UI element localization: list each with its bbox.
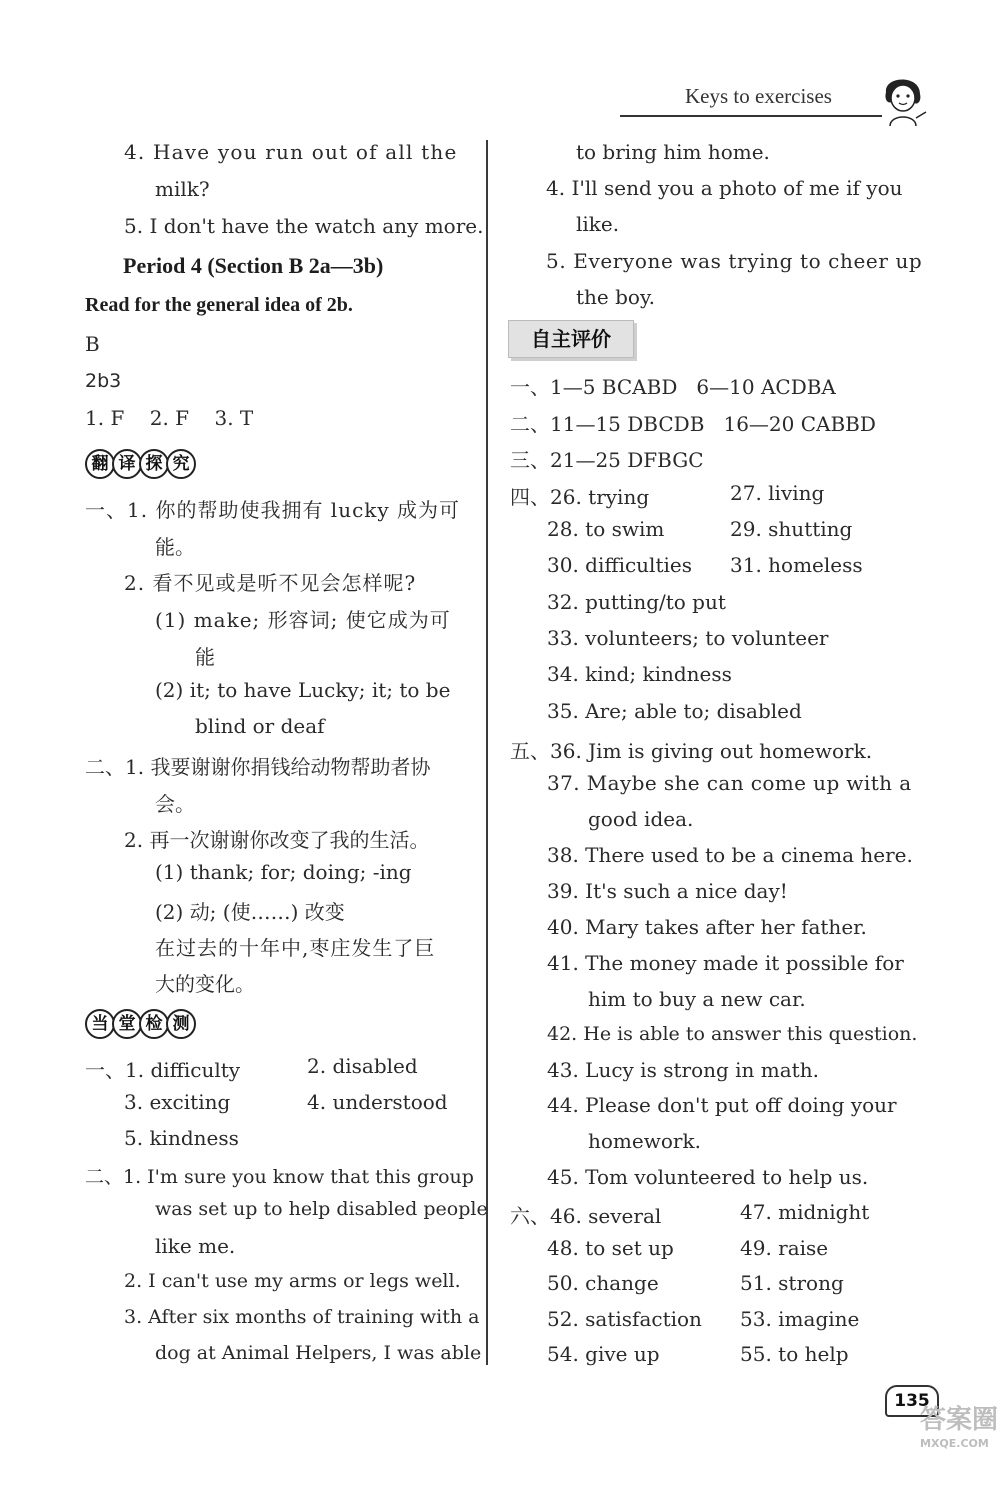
answer-line: 四、26. trying <box>510 485 650 509</box>
answer-line: 2. disabled <box>307 1054 418 1078</box>
answer-line: milk? <box>155 177 210 201</box>
answer-line: 二、1. 我要谢谢你捐钱给动物帮助者协 <box>85 755 431 779</box>
answer-line: 29. shutting <box>730 517 853 541</box>
answer-line: 五、36. Jim is giving out homework. <box>510 739 873 763</box>
answer-line: 45. Tom volunteered to help us. <box>547 1165 869 1189</box>
answer-line: 54. give up <box>547 1342 660 1366</box>
answer-line: 35. Are; able to; disabled <box>547 699 802 723</box>
watermark-logo: 答案圈 MXQE.COM <box>920 1405 999 1450</box>
answer-line: 在过去的十年中,枣庄发生了巨 <box>155 936 436 960</box>
section-tag-self-evaluation: 自主评价 <box>508 320 634 358</box>
answer-line: to bring him home. <box>576 140 770 164</box>
answer-line: 会。 <box>155 792 195 816</box>
answer-line: 2. 再一次谢谢你改变了我的生活。 <box>124 828 430 852</box>
answer-line: 3. exciting <box>124 1090 231 1114</box>
answer-line: 六、46. several <box>510 1204 662 1228</box>
answer-line: 能。 <box>155 535 195 559</box>
answer-line: 5. Everyone was trying to cheer up <box>546 249 923 273</box>
answer-line: homework. <box>588 1129 701 1153</box>
answer-line: him to buy a new car. <box>588 987 806 1011</box>
answer-line: 30. difficulties <box>547 553 692 577</box>
answer-line: 一、1. 你的帮助使我拥有 lucky 成为可 <box>85 498 461 522</box>
answer-line: 53. imagine <box>740 1307 860 1331</box>
answer-line: 55. to help <box>740 1342 849 1366</box>
answer-line: 51. strong <box>740 1271 844 1295</box>
answer-line: 3. After six months of training with a <box>124 1306 480 1328</box>
answer-line: 47. midnight <box>740 1200 870 1224</box>
answer-line: 44. Please don't put off doing your <box>547 1093 897 1117</box>
answer-line: 43. Lucy is strong in math. <box>547 1058 819 1082</box>
answer-line: 39. It's such a nice day! <box>547 879 788 903</box>
answer-line: blind or deaf <box>195 714 325 738</box>
answer-line: 33. volunteers; to volunteer <box>547 626 829 650</box>
subsection-label: 2b3 <box>85 370 122 392</box>
section-tag-classroom-test: 当 堂 检 测 <box>85 1009 193 1039</box>
answer-line: (1) thank; for; doing; -ing <box>155 860 412 884</box>
answer-line: 28. to swim <box>547 517 665 541</box>
answer-line: 一、1. difficulty <box>85 1058 241 1082</box>
answer-line: B <box>85 332 100 356</box>
answer-line: like me. <box>155 1234 236 1258</box>
answer-line: good idea. <box>588 807 694 831</box>
answer-line: 二、1. I'm sure you know that this group <box>85 1166 474 1188</box>
answer-line: 40. Mary takes after her father. <box>547 915 867 939</box>
answer-line: 48. to set up <box>547 1236 674 1260</box>
answer-line: 4. Have you run out of all the <box>124 140 458 164</box>
period-heading: Period 4 (Section B 2a—3b) <box>123 253 384 278</box>
answer-line: 5. I don't have the watch any more. <box>124 214 484 238</box>
answer-line: 4. I'll send you a photo of me if you <box>546 176 903 200</box>
answer-line: 一、1—5 BCABD 6—10 ACDBA <box>510 375 836 399</box>
answer-line: 27. living <box>730 481 825 505</box>
answer-line: 37. Maybe she can come up with a <box>547 771 912 795</box>
answer-line: 42. He is able to answer this question. <box>547 1023 918 1045</box>
answer-line: like. <box>576 212 620 236</box>
page-number: 135 <box>885 1385 939 1417</box>
answer-line: 41. The money made it possible for <box>547 951 904 975</box>
answer-line: 二、11—15 DBCDB 16—20 CABBD <box>510 412 876 436</box>
section-tag-translation: 翻 译 探 究 <box>85 449 193 479</box>
section-instruction: Read for the general idea of 2b. <box>85 294 353 316</box>
answer-line: the boy. <box>576 285 655 309</box>
answer-line: was set up to help disabled people <box>155 1198 488 1220</box>
answer-line: (2) 动; (使……) 改变 <box>155 900 345 924</box>
answer-line: 49. raise <box>740 1236 829 1260</box>
header-title: Keys to exercises <box>685 84 832 108</box>
answer-line: 38. There used to be a cinema here. <box>547 843 913 867</box>
answer-line: 2. I can't use my arms or legs well. <box>124 1270 461 1292</box>
answer-line: 能 <box>195 645 215 669</box>
answer-line: (2) it; to have Lucky; it; to be <box>155 678 451 702</box>
answer-line: 32. putting/to put <box>547 590 726 614</box>
answer-line: (1) make; 形容词; 使它成为可 <box>155 608 451 632</box>
left-column <box>0 0 490 1493</box>
answer-line: dog at Animal Helpers, I was able <box>155 1342 482 1364</box>
answer-line: 50. change <box>547 1271 659 1295</box>
answer-line: 31. homeless <box>730 553 863 577</box>
answer-line: 34. kind; kindness <box>547 662 732 686</box>
answer-line: 5. kindness <box>124 1126 239 1150</box>
answer-line: 三、21—25 DFBGC <box>510 448 704 472</box>
answer-line: 1. F 2. F 3. T <box>85 406 254 430</box>
answer-line: 4. understood <box>307 1090 448 1114</box>
answer-line: 大的变化。 <box>155 972 255 996</box>
answer-line: 2. 看不见或是听不见会怎样呢? <box>124 571 417 595</box>
answer-line: 52. satisfaction <box>547 1307 702 1331</box>
